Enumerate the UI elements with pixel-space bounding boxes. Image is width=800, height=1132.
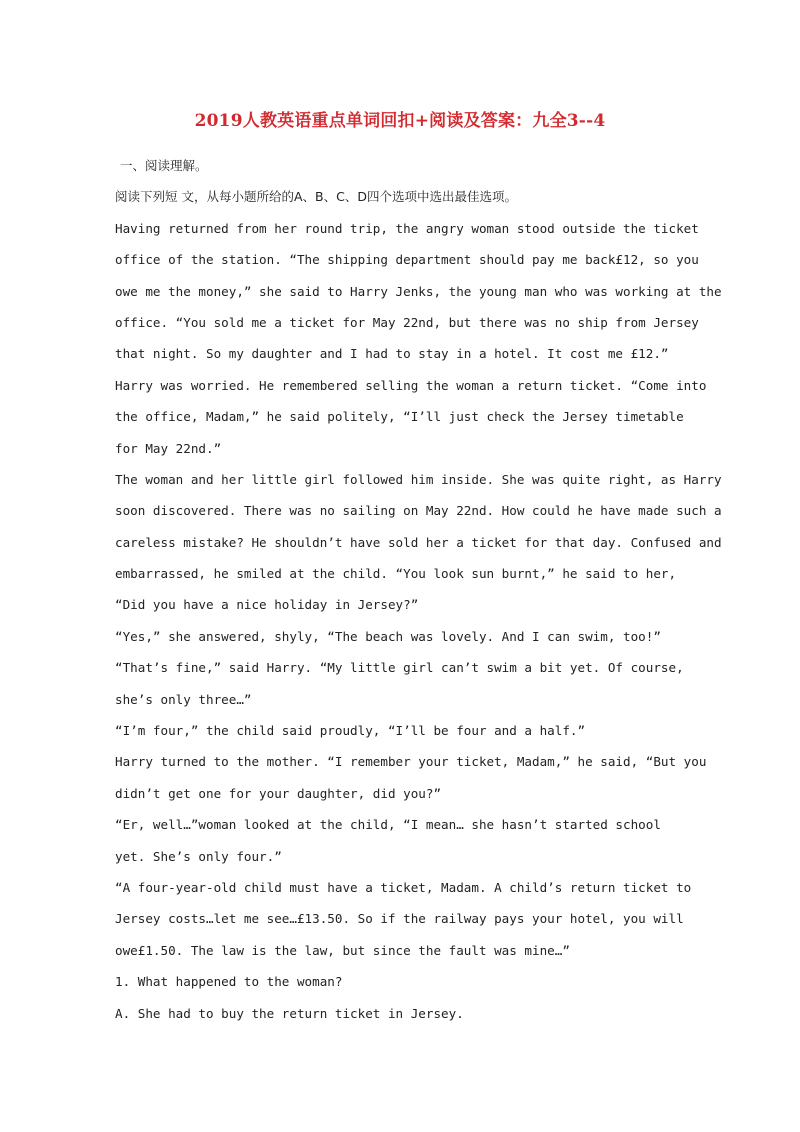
passage-line: Harry was worried. He remembered selling the woman a return ticket. “Come into [115, 377, 707, 393]
passage-line: The woman and her little girl followed him inside. She was quite right, as Harry [115, 471, 722, 487]
passage-line: Having returned from her round trip, the angry woman stood outside the ticket [115, 220, 699, 236]
passage-line: Harry turned to the mother. “I remember your ticket, Madam,” he said, “But you [115, 754, 707, 770]
passage-line: didn’t get one for your daughter, did you?” [115, 785, 442, 801]
passage-line: office of the station. “The shipping department should pay me back£12, so you [115, 252, 699, 268]
instruction-text: 阅读下列短 文，从每小题所给的A、B、C、D四个选项中选出最佳选项。 [115, 189, 517, 205]
passage-line: yet. She’s only four.” [115, 848, 282, 864]
passage-line: owe me the money,” she said to Harry Jenks, the young man who was working at the [115, 283, 722, 299]
passage-line: “A four-year-old child must have a ticket, Madam. A child’s return ticket to [115, 879, 692, 895]
passage-line: “I’m four,” the child said proudly, “I’ll be four and a half.” [115, 723, 586, 739]
passage-line: that night. So my daughter and I had to stay in a hotel. It cost me £12.” [115, 346, 669, 362]
passage-line: soon discovered. There was no sailing on May 22nd. How could he have made such a [115, 503, 722, 519]
passage-line: for May 22nd.” [115, 440, 222, 456]
passage-line: owe£1.50. The law is the law, but since the fault was mine…” [115, 942, 570, 958]
passage-line: “Did you have a nice holiday in Jersey?” [115, 597, 419, 613]
document-body [115, 150, 722, 1029]
passage-line: “Er, well…”woman looked at the child, “I mean… she hasn’t started school [115, 817, 661, 833]
passage-line: “Yes,” she answered, shyly, “The beach was lovely. And I can swim, too!” [115, 628, 661, 644]
section-heading: 一、阅读理解。 [120, 158, 208, 173]
passage-line: she’s only three…” [115, 691, 252, 707]
passage-line: Jersey costs…let me see…£13.50. So if the railway pays your hotel, you will [115, 911, 684, 927]
passage-line: the office, Madam,” he said politely, “I’ll just check the Jersey timetable [115, 409, 684, 425]
passage-line: embarrassed, he smiled at the child. “You look sun burnt,” he said to her, [115, 566, 677, 582]
passage-line: “That’s fine,” said Harry. “My little girl can’t swim a bit yet. Of course, [115, 660, 684, 676]
question-text: 1. What happened to the woman? [115, 974, 343, 990]
answer-option: A. She had to buy the return ticket in Jersey. [115, 1005, 464, 1021]
passage-line: careless mistake? He shouldn’t have sold her a ticket for that day. Confused and [115, 534, 722, 550]
document-title: 2019人教英语重点单词回扣+阅读及答案：九全3--4 [194, 111, 606, 131]
passage-line: office. “You sold me a ticket for May 22nd, but there was no ship from Jersey [115, 314, 699, 330]
